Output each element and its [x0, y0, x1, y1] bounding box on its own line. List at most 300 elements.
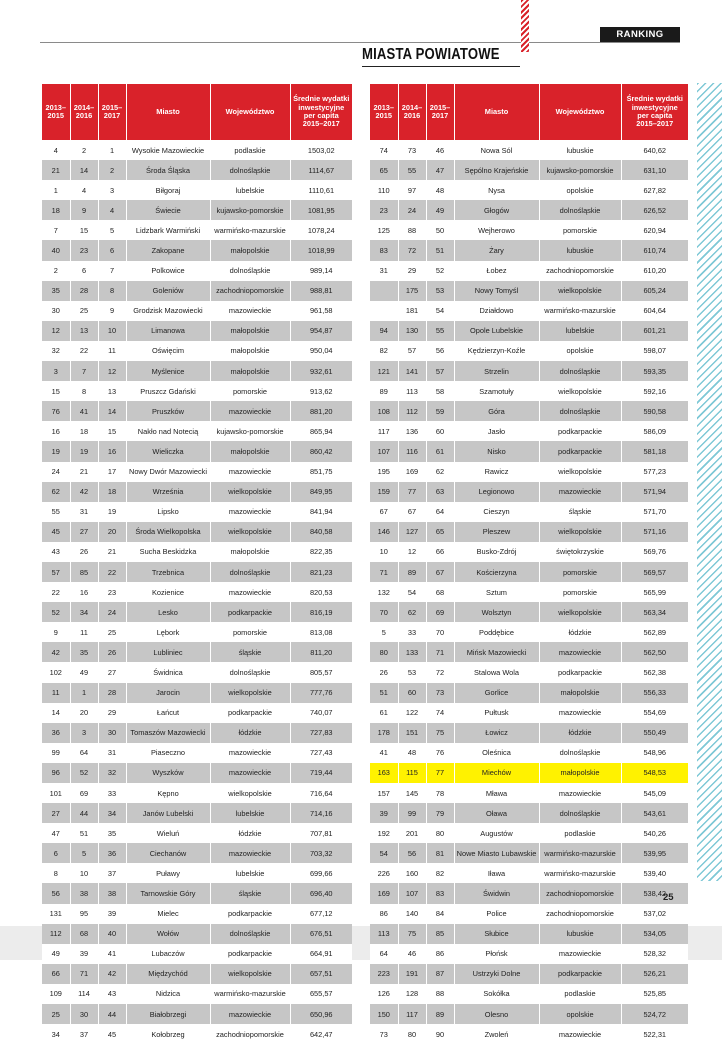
rank-2015-2017-cell: 15 [98, 421, 126, 441]
table-row [370, 321, 688, 341]
rank-2015-2017-cell: 71 [426, 642, 454, 662]
city-cell: Łowicz [454, 723, 539, 743]
header-rule [40, 42, 680, 43]
rank-2015-2017-cell: 41 [98, 944, 126, 964]
rank-2014-2016-cell: 28 [70, 281, 98, 301]
investment-cell: 590,58 [621, 401, 688, 421]
rank-2013-2015-cell [370, 281, 398, 301]
rank-2015-2017-cell: 19 [98, 502, 126, 522]
city-cell: Lesko [126, 602, 210, 622]
investment-cell: 563,34 [621, 602, 688, 622]
voivodeship-cell: małopolskie [210, 441, 290, 461]
table-row [42, 301, 352, 321]
rank-2014-2016-cell: 127 [398, 522, 426, 542]
table-row [370, 261, 688, 281]
table-row [42, 924, 352, 944]
city-cell: Międzychód [126, 964, 210, 984]
voivodeship-cell: warmińsko-mazurskie [539, 843, 621, 863]
rank-2013-2015-cell: 3 [42, 361, 70, 381]
rank-2013-2015-cell: 22 [42, 582, 70, 602]
investment-cell: 571,16 [621, 522, 688, 542]
rank-2014-2016-cell: 6 [70, 261, 98, 281]
city-cell: Augustów [454, 823, 539, 843]
rank-2014-2016-cell: 52 [70, 763, 98, 783]
rank-2014-2016-cell: 10 [70, 863, 98, 883]
city-cell: Września [126, 482, 210, 502]
rank-2013-2015-cell: 101 [42, 783, 70, 803]
rank-2015-2017-cell: 74 [426, 703, 454, 723]
investment-cell: 631,10 [621, 160, 688, 180]
city-cell: Sępólno Krajeńskie [454, 160, 539, 180]
rank-2013-2015-cell: 113 [370, 924, 398, 944]
city-cell: Jasło [454, 421, 539, 441]
rank-2013-2015-cell: 89 [370, 381, 398, 401]
voivodeship-cell: małopolskie [539, 763, 621, 783]
rank-2014-2016-cell: 39 [70, 944, 98, 964]
rank-2014-2016-cell: 136 [398, 421, 426, 441]
rank-2014-2016-cell: 160 [398, 863, 426, 883]
city-cell: Rawicz [454, 462, 539, 482]
rank-2015-2017-cell: 14 [98, 401, 126, 421]
city-cell: Kępno [126, 783, 210, 803]
investment-cell: 851,75 [290, 462, 352, 482]
investment-cell: 840,58 [290, 522, 352, 542]
rank-2015-2017-cell: 47 [426, 160, 454, 180]
rank-2015-2017-cell: 40 [98, 924, 126, 944]
table-row [370, 984, 688, 1004]
rank-2013-2015-cell: 39 [370, 803, 398, 823]
rank-2014-2016-cell: 130 [398, 321, 426, 341]
rank-2013-2015-cell: 64 [370, 944, 398, 964]
rank-2013-2015-cell: 195 [370, 462, 398, 482]
investment-cell: 865,94 [290, 421, 352, 441]
rank-2014-2016-cell: 80 [398, 1024, 426, 1044]
rank-2015-2017-cell: 66 [426, 542, 454, 562]
table-row [42, 723, 352, 743]
city-cell: Gorlice [454, 683, 539, 703]
investment-cell: 714,16 [290, 803, 352, 823]
rank-2014-2016-cell: 116 [398, 441, 426, 461]
investment-cell: 881,20 [290, 401, 352, 421]
city-cell: Wieluń [126, 823, 210, 843]
investment-cell: 548,96 [621, 743, 688, 763]
table-row [370, 582, 688, 602]
rank-2014-2016-cell: 140 [398, 904, 426, 924]
rank-2013-2015-cell: 34 [42, 1024, 70, 1044]
voivodeship-cell: dolnośląskie [539, 401, 621, 421]
rank-2013-2015-cell: 2 [42, 261, 70, 281]
rank-2013-2015-cell: 131 [42, 904, 70, 924]
voivodeship-cell: pomorskie [210, 622, 290, 642]
rank-2013-2015-cell: 12 [42, 321, 70, 341]
rank-2014-2016-cell: 12 [398, 542, 426, 562]
table-row [42, 944, 352, 964]
city-cell: Wejherowo [454, 220, 539, 240]
investment-cell: 988,81 [290, 281, 352, 301]
investment-cell: 961,58 [290, 301, 352, 321]
city-cell: Nowy Tomyśl [454, 281, 539, 301]
table-row [42, 361, 352, 381]
rank-2014-2016-cell: 57 [398, 341, 426, 361]
table-row [42, 743, 352, 763]
table-row [370, 281, 688, 301]
rank-2015-2017-cell: 58 [426, 381, 454, 401]
rank-2014-2016-cell: 64 [70, 743, 98, 763]
rank-2014-2016-cell: 24 [398, 200, 426, 220]
rank-2014-2016-cell: 49 [70, 662, 98, 682]
rank-2013-2015-cell: 16 [42, 421, 70, 441]
table-row [42, 542, 352, 562]
rank-2014-2016-cell: 73 [398, 140, 426, 160]
investment-cell: 719,44 [290, 763, 352, 783]
rank-2015-2017-cell: 25 [98, 622, 126, 642]
table-row [42, 522, 352, 542]
voivodeship-cell: mazowieckie [539, 944, 621, 964]
col-header-city: Miasto [454, 84, 539, 140]
rank-2015-2017-cell: 59 [426, 401, 454, 421]
rank-2015-2017-cell: 78 [426, 783, 454, 803]
table-row [370, 743, 688, 763]
voivodeship-cell: lubuskie [539, 924, 621, 944]
rank-2015-2017-cell: 90 [426, 1024, 454, 1044]
voivodeship-cell: mazowieckie [539, 482, 621, 502]
col-header-city: Miasto [126, 84, 210, 140]
investment-cell: 813,08 [290, 622, 352, 642]
investment-cell: 577,23 [621, 462, 688, 482]
rank-2013-2015-cell: 102 [42, 662, 70, 682]
decorative-stripe-top [521, 0, 529, 52]
city-cell: Police [454, 904, 539, 924]
table-row [42, 180, 352, 200]
rank-2013-2015-cell: 159 [370, 482, 398, 502]
rank-2014-2016-cell: 55 [398, 160, 426, 180]
investment-cell: 650,96 [290, 1004, 352, 1024]
investment-cell: 524,72 [621, 1004, 688, 1024]
city-cell: Busko-Zdrój [454, 542, 539, 562]
table-row [370, 642, 688, 662]
city-cell: Lębork [126, 622, 210, 642]
rank-2014-2016-cell: 19 [70, 441, 98, 461]
table-row [42, 1024, 352, 1044]
rank-2014-2016-cell: 20 [70, 703, 98, 723]
rank-2013-2015-cell: 57 [42, 562, 70, 582]
table-row [370, 1004, 688, 1024]
rank-2014-2016-cell: 54 [398, 582, 426, 602]
rank-2014-2016-cell: 18 [70, 421, 98, 441]
city-cell: Kędzierzyn-Koźle [454, 341, 539, 361]
rank-2013-2015-cell: 1 [42, 180, 70, 200]
table-row [370, 381, 688, 401]
city-cell: Wyszków [126, 763, 210, 783]
rank-2013-2015-cell: 11 [42, 683, 70, 703]
voivodeship-cell: opolskie [539, 341, 621, 361]
investment-cell: 820,53 [290, 582, 352, 602]
city-cell: Biłgoraj [126, 180, 210, 200]
investment-cell: 556,33 [621, 683, 688, 703]
investment-cell: 822,35 [290, 542, 352, 562]
table-row [370, 301, 688, 321]
rank-2015-2017-cell: 83 [426, 883, 454, 903]
city-cell: Ustrzyki Dolne [454, 964, 539, 984]
rank-2014-2016-cell: 8 [70, 381, 98, 401]
rank-2015-2017-cell: 56 [426, 341, 454, 361]
table-row [42, 642, 352, 662]
city-cell: Oława [454, 803, 539, 823]
rank-2015-2017-cell: 60 [426, 421, 454, 441]
col-header-voivodeship: Województwo [539, 84, 621, 140]
voivodeship-cell: dolnośląskie [210, 924, 290, 944]
rank-2013-2015-cell: 125 [370, 220, 398, 240]
table-row [42, 381, 352, 401]
rank-2015-2017-cell: 35 [98, 823, 126, 843]
city-cell: Nowe Miasto Lubawskie [454, 843, 539, 863]
voivodeship-cell: opolskie [539, 1004, 621, 1024]
rank-2014-2016-cell: 201 [398, 823, 426, 843]
rank-2015-2017-cell: 42 [98, 964, 126, 984]
rank-2013-2015-cell: 9 [42, 622, 70, 642]
rank-2014-2016-cell: 48 [398, 743, 426, 763]
voivodeship-cell: lubuskie [539, 240, 621, 260]
city-cell: Polkowice [126, 261, 210, 281]
investment-cell: 571,70 [621, 502, 688, 522]
col-header-2015-2017: 2015– 2017 [98, 84, 126, 140]
rank-2014-2016-cell: 2 [70, 140, 98, 160]
voivodeship-cell: mazowieckie [539, 642, 621, 662]
rank-2015-2017-cell: 44 [98, 1004, 126, 1024]
voivodeship-cell: wielkopolskie [210, 783, 290, 803]
investment-cell: 540,26 [621, 823, 688, 843]
voivodeship-cell: zachodniopomorskie [210, 1024, 290, 1044]
rank-2014-2016-cell: 30 [70, 1004, 98, 1024]
table-row [370, 421, 688, 441]
rank-2013-2015-cell: 94 [370, 321, 398, 341]
voivodeship-cell: mazowieckie [210, 743, 290, 763]
col-header-2014-2016: 2014– 2016 [70, 84, 98, 140]
table-row [370, 883, 688, 903]
rank-2014-2016-cell: 38 [70, 883, 98, 903]
voivodeship-cell: warmińsko-mazurskie [539, 301, 621, 321]
rank-2015-2017-cell: 89 [426, 1004, 454, 1024]
city-cell: Sokółka [454, 984, 539, 1004]
rank-2015-2017-cell: 24 [98, 602, 126, 622]
rank-2015-2017-cell: 63 [426, 482, 454, 502]
city-cell: Płońsk [454, 944, 539, 964]
rank-2013-2015-cell: 40 [42, 240, 70, 260]
voivodeship-cell: warmińsko-mazurskie [539, 863, 621, 883]
table-row [370, 462, 688, 482]
rank-2013-2015-cell: 157 [370, 783, 398, 803]
rank-2015-2017-cell: 30 [98, 723, 126, 743]
city-cell: Lidzbark Warmiński [126, 220, 210, 240]
voivodeship-cell: wielkopolskie [539, 602, 621, 622]
city-cell: Miechów [454, 763, 539, 783]
city-cell: Wysokie Mazowieckie [126, 140, 210, 160]
investment-cell: 543,61 [621, 803, 688, 823]
voivodeship-cell: wielkopolskie [539, 381, 621, 401]
city-cell: Pruszków [126, 401, 210, 421]
rank-2014-2016-cell: 89 [398, 562, 426, 582]
city-cell: Mińsk Mazowiecki [454, 642, 539, 662]
investment-cell: 538,42 [621, 883, 688, 903]
table-row [42, 220, 352, 240]
city-cell: Pułtusk [454, 703, 539, 723]
rank-2014-2016-cell: 16 [70, 582, 98, 602]
investment-cell: 562,89 [621, 622, 688, 642]
city-cell: Zwoleń [454, 1024, 539, 1044]
rank-2015-2017-cell: 54 [426, 301, 454, 321]
table-row [42, 200, 352, 220]
rank-2013-2015-cell: 74 [370, 140, 398, 160]
rank-2015-2017-cell: 12 [98, 361, 126, 381]
rank-2013-2015-cell: 26 [370, 662, 398, 682]
rank-2014-2016-cell: 42 [70, 482, 98, 502]
rank-2014-2016-cell: 9 [70, 200, 98, 220]
rank-2015-2017-cell: 33 [98, 783, 126, 803]
city-cell: Środa Wielkopolska [126, 522, 210, 542]
rank-2014-2016-cell: 107 [398, 883, 426, 903]
city-cell: Strzelin [454, 361, 539, 381]
investment-cell: 811,20 [290, 642, 352, 662]
rank-2015-2017-cell: 87 [426, 964, 454, 984]
table-row [370, 703, 688, 723]
voivodeship-cell: świętokrzyskie [539, 542, 621, 562]
rank-2013-2015-cell: 169 [370, 883, 398, 903]
table-row [42, 421, 352, 441]
rank-2013-2015-cell: 24 [42, 462, 70, 482]
rank-2014-2016-cell: 13 [70, 321, 98, 341]
city-cell: Łańcut [126, 703, 210, 723]
rank-2015-2017-cell: 34 [98, 803, 126, 823]
table-row [42, 602, 352, 622]
table-row [42, 401, 352, 421]
rank-2013-2015-cell: 47 [42, 823, 70, 843]
rank-2014-2016-cell: 46 [398, 944, 426, 964]
investment-cell: 539,95 [621, 843, 688, 863]
rank-2014-2016-cell: 41 [70, 401, 98, 421]
rank-2014-2016-cell: 141 [398, 361, 426, 381]
rank-2015-2017-cell: 21 [98, 542, 126, 562]
table-row [42, 984, 352, 1004]
investment-cell: 569,57 [621, 562, 688, 582]
investment-cell: 604,64 [621, 301, 688, 321]
city-cell: Nysa [454, 180, 539, 200]
rank-2014-2016-cell: 35 [70, 642, 98, 662]
city-cell: Wolsztyn [454, 602, 539, 622]
table-row [370, 602, 688, 622]
table-row [42, 562, 352, 582]
investment-cell: 593,35 [621, 361, 688, 381]
rank-2013-2015-cell: 4 [42, 140, 70, 160]
rank-2015-2017-cell: 72 [426, 662, 454, 682]
investment-cell: 699,66 [290, 863, 352, 883]
city-cell: Nidzica [126, 984, 210, 1004]
investment-cell: 534,05 [621, 924, 688, 944]
rank-2015-2017-cell: 13 [98, 381, 126, 401]
rank-2013-2015-cell: 27 [42, 803, 70, 823]
city-cell: Zakopane [126, 240, 210, 260]
table-row [370, 803, 688, 823]
decorative-hatch-margin [697, 83, 722, 881]
city-cell: Mielec [126, 904, 210, 924]
section-title-underline [362, 66, 520, 67]
rank-2013-2015-cell: 99 [42, 743, 70, 763]
rank-2014-2016-cell: 145 [398, 783, 426, 803]
city-cell: Stalowa Wola [454, 662, 539, 682]
rank-2014-2016-cell: 37 [70, 1024, 98, 1044]
rank-2014-2016-cell: 133 [398, 642, 426, 662]
table-row-highlighted [370, 763, 688, 783]
rank-2015-2017-cell: 22 [98, 562, 126, 582]
rank-2013-2015-cell: 6 [42, 843, 70, 863]
rank-2014-2016-cell: 60 [398, 683, 426, 703]
city-cell: Kozienice [126, 582, 210, 602]
voivodeship-cell: dolnośląskie [210, 562, 290, 582]
voivodeship-cell: zachodniopomorskie [210, 281, 290, 301]
ranking-tab: RANKING [600, 27, 680, 42]
city-cell: Głogów [454, 200, 539, 220]
rank-2013-2015-cell: 52 [42, 602, 70, 622]
voivodeship-cell: dolnośląskie [210, 261, 290, 281]
rank-2013-2015-cell: 126 [370, 984, 398, 1004]
rank-2015-2017-cell: 31 [98, 743, 126, 763]
voivodeship-cell: podkarpackie [210, 602, 290, 622]
rank-2015-2017-cell: 84 [426, 904, 454, 924]
rank-2013-2015-cell: 76 [42, 401, 70, 421]
city-cell: Kościerzyna [454, 562, 539, 582]
rank-2013-2015-cell [370, 301, 398, 321]
rank-2013-2015-cell: 35 [42, 281, 70, 301]
rank-2013-2015-cell: 108 [370, 401, 398, 421]
table-header-row [42, 84, 352, 140]
voivodeship-cell: kujawsko-pomorskie [539, 160, 621, 180]
rank-2014-2016-cell: 34 [70, 602, 98, 622]
rank-2014-2016-cell: 191 [398, 964, 426, 984]
investment-cell: 586,09 [621, 421, 688, 441]
rank-2014-2016-cell: 114 [70, 984, 98, 1004]
voivodeship-cell: lubelskie [210, 180, 290, 200]
rank-2014-2016-cell: 68 [70, 924, 98, 944]
table-row [42, 160, 352, 180]
rank-2014-2016-cell: 44 [70, 803, 98, 823]
voivodeship-cell: mazowieckie [539, 783, 621, 803]
rank-2015-2017-cell: 37 [98, 863, 126, 883]
rank-2015-2017-cell: 65 [426, 522, 454, 542]
col-header-investment: Średnie wydatki inwestycyjne per capita 2015–2017 [621, 84, 688, 140]
voivodeship-cell: podlaskie [539, 823, 621, 843]
voivodeship-cell: mazowieckie [210, 301, 290, 321]
city-cell: Wieliczka [126, 441, 210, 461]
voivodeship-cell: zachodniopomorskie [539, 904, 621, 924]
city-cell: Świdnica [126, 662, 210, 682]
city-cell: Białobrzegi [126, 1004, 210, 1024]
rank-2013-2015-cell: 83 [370, 240, 398, 260]
investment-cell: 537,02 [621, 904, 688, 924]
table-row [370, 220, 688, 240]
investment-cell: 525,85 [621, 984, 688, 1004]
investment-cell: 716,64 [290, 783, 352, 803]
rank-2013-2015-cell: 14 [42, 703, 70, 723]
investment-cell: 592,16 [621, 381, 688, 401]
investment-cell: 932,61 [290, 361, 352, 381]
rank-2013-2015-cell: 65 [370, 160, 398, 180]
rank-2015-2017-cell: 76 [426, 743, 454, 763]
investment-cell: 727,83 [290, 723, 352, 743]
table-row [42, 341, 352, 361]
voivodeship-cell: pomorskie [539, 220, 621, 240]
table-row [42, 823, 352, 843]
rank-2013-2015-cell: 226 [370, 863, 398, 883]
city-cell: Limanowa [126, 321, 210, 341]
